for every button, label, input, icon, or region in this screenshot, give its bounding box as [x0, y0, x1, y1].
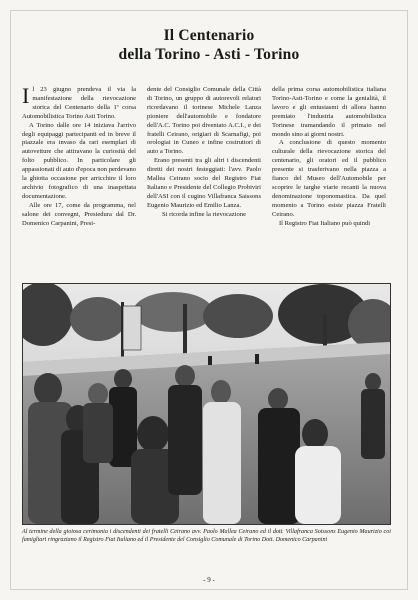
text-column-2 — [147, 86, 261, 220]
article-title — [0, 26, 418, 64]
title-line-1: Il Centenario — [163, 27, 255, 44]
paragraph: Si ricorda infine la rievocazione — [162, 210, 246, 218]
paragraph: dente del Consiglio Comunale della Città di Torino, un gruppo di autorevoli relatori ricordavano il torinese Michele Lanza pioniere dell'automobile e fondatore dell'A.C. Torino poi diventato A.C.I., e dei fratelli Ceirano, origiari di Scarnafigi, poi orologiai in Cuneo e infine costruttori di auto a Torino. — [147, 86, 261, 156]
paragraph: A Torino dalle ore 14 iniziava l'arrivo degli equipaggi partecipanti ed in breve il piazzale era invaso da rari esemplari di autovetture che attiravano la curiosità del folto pubblico. In particolare gli appassionati di auto d'epoca non perdevano la ghiotta occasione per arricchire il loro archivio fotografico di una inaspettata documentazione. — [22, 121, 136, 200]
paragraph: Erano presenti tra gli altri i discendenti diretti dei nostri festeggiati: l'avv. Paolo Mallea Ceirano socio del Registro Fiat Italiano e Presidente del Collegio Probiviri dell'ASI con il cugino Villafranca Saissons Eugenio Maurizio ed Emilio Lanza. — [147, 157, 261, 209]
ceremony-photo-illustration — [23, 284, 390, 524]
paragraph — [22, 83, 136, 122]
drop-cap: I — [22, 83, 30, 108]
paragraph: Alle ore 17, come da programma, nel salone dei convegni, Presiedura dal Dr. Domenico Carpanini, Presi- — [22, 201, 136, 227]
photo-caption: Al termine della gioiosa cerimonia i discendenti dei fratelli Ceirano avv. Paolo Mallea Ceirano ed il dott. Villafranca Soissons Eugenio Maurizio coi famigliari ringraziano il Registro Fiat Italiano ed il Presidente del Consiglio Comunale di Torino Dott. Domenico Carpanini — [22, 529, 391, 543]
paragraph: A conclusione di questo momento culturale della rievocazione storica del centenario, gli oratori ed il pubblico presente si trasferivano nella piazza a fianco del Museo dell'Automobile per scoprire le targhe viarie recanti la nuova denominazione toponomastica. Da quel momento a Torino esiste piazza Fratelli Ceirano. — [272, 139, 386, 218]
title-line-2: della Torino - Asti - Torino — [118, 46, 300, 63]
paragraph: Il Registro Fiat Italiano può quindi — [279, 219, 371, 227]
paragraph: della prima corsa automobilistica italiana Torino-Asti-Torino e come la genialità, il lavoro e gli entusiasmi di allora hanno premiato l'industria automobilistica Torinese tramandando il primato nel mondo sino ai giorni nostri. — [272, 86, 386, 138]
paragraph-text: l 23 giugno prendeva il via la manifestazione della rievocazione storica del Centenario della 1ª corsa Automobilistica Torino Asti Torino. — [22, 86, 136, 120]
page-number: - 9 - — [203, 576, 215, 584]
text-column-3 — [272, 86, 386, 229]
text-column-1 — [22, 83, 136, 229]
ceremony-photo — [22, 283, 391, 525]
